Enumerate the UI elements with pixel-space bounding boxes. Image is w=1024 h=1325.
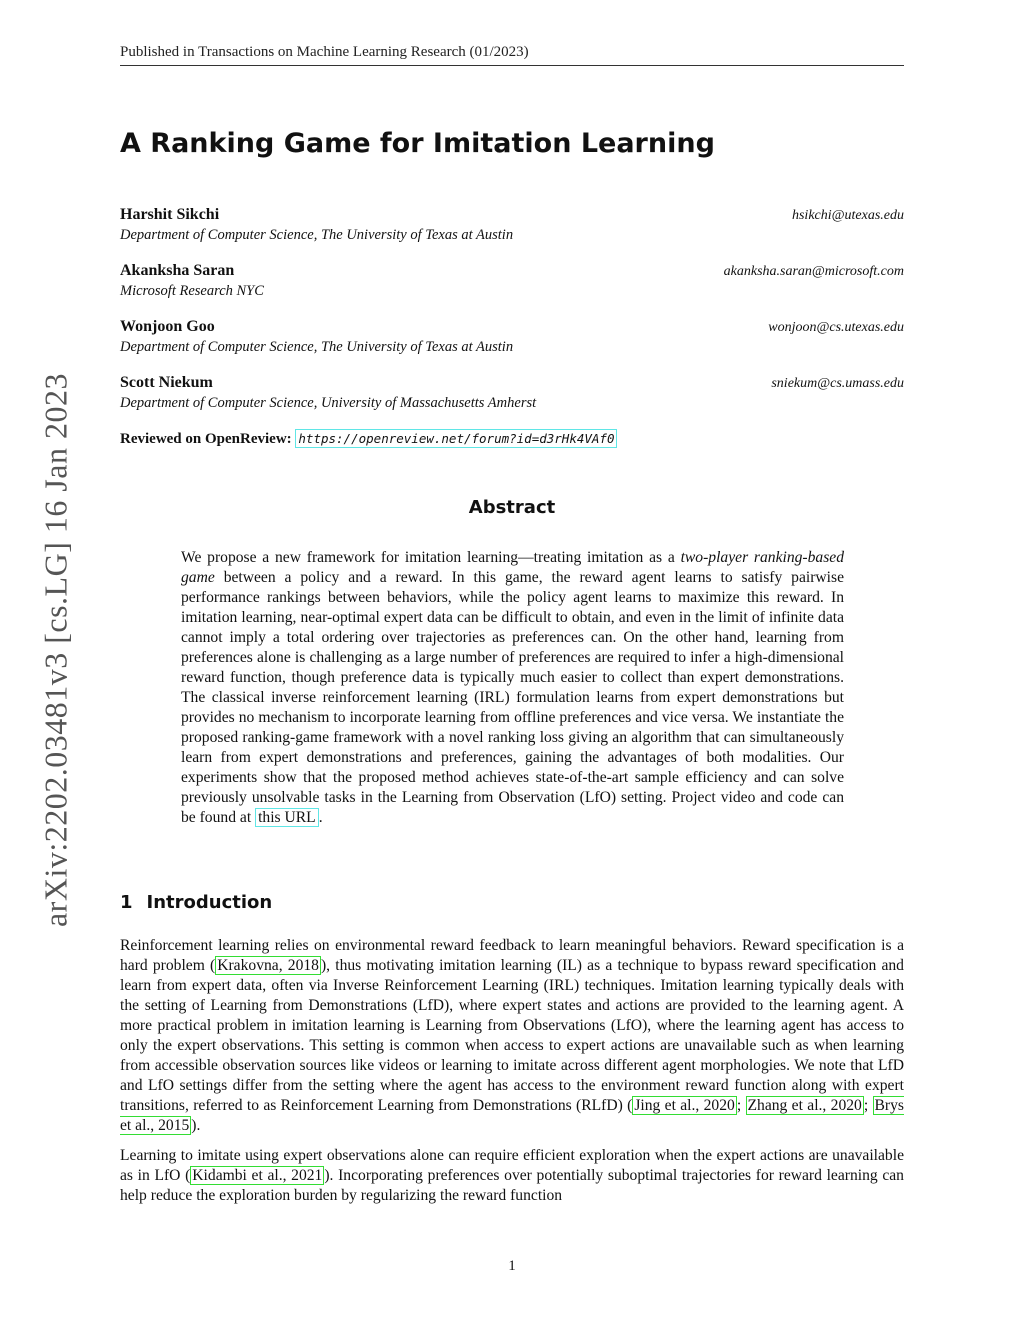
arxiv-stamp: arXiv:2202.03481v3 [cs.LG] 16 Jan 2023 [37,372,74,928]
running-head: Published in Transactions on Machine Learning Research (01/2023) [120,44,904,66]
author-name: Wonjoon Goo [120,318,215,335]
author-affiliation: Microsoft Research NYC [120,283,264,299]
citation-link[interactable]: Kidambi et al., 2021 [192,1167,323,1184]
abstract-emphasis: two-player ranking-based game [181,549,844,586]
author-block [120,318,904,356]
author-name: Scott Niekum [120,374,213,391]
citation-link[interactable]: Krakovna, 2018 [217,957,319,974]
author-email[interactable]: sniekum@cs.umass.edu [771,376,904,391]
citation-link[interactable]: Zhang et al., 2020 [747,1097,862,1114]
paragraph: Learning to imitate using expert observations alone can require efficient exploration when the expert actions are unavailable as in LfO ( Kidambi et al., 2021 ). Incorporating preferences over potentially suboptimal trajectories for reward learning can help reduce the exploration burden by regularizing the reward function [120,1147,904,1204]
abstract-text: We propose a new framework for imitation learning—treating imitation as a two-player ranking-based game between a policy and a reward. In this game, the reward agent learns to satisfy pairwise performance rankings between behaviors, while the policy agent learns to maximize this reward. In imitation learning, near-optimal expert data can be difficult to obtain, and even in the limit of infinite data cannot imply a total ordering over trajectories as preferences can. On the other hand, learning from preferences alone is challenging as a large number of preferences are required to infer a high-dimensional reward function, though preference data is typically much easier to collect than expert demonstrations. The classical inverse reinforcement learning (IRL) formulation learns from expert demonstrations but provides no mechanism to incorporate learning from offline preferences and vice versa. We instantiate the proposed ranking-game framework with a novel ranking loss giving an algorithm that can simultaneously learn from expert demonstrations and preferences, gaining the advantages of both modalities. Our experiments show that the proposed method achieves state-of-the-art sample efficiency and can solve previously unsolvable tasks in the Learning from Observation (LfO) setting. Project video and code can be found at this URL . [181,549,844,826]
author-name: Harshit Sikchi [120,206,220,223]
page-number: 1 [508,1258,516,1274]
author-affiliation: Department of Computer Science, The University of Texas at Austin [120,227,514,243]
abstract-heading: Abstract [468,497,556,518]
citation-link[interactable]: Brys et al., 2015 [120,1097,904,1134]
author-affiliation: Department of Computer Science, University of Massachusetts Amherst [120,395,537,411]
citation-link[interactable]: Jing et al., 2020 [634,1097,735,1114]
author-block [120,206,904,244]
author-email[interactable]: wonjoon@cs.utexas.edu [768,320,904,335]
section-title: Introduction [146,892,273,913]
author-affiliation: Department of Computer Science, The University of Texas at Austin [120,339,514,355]
reviewed-label: Reviewed on OpenReview: [120,431,292,447]
reviewed-line [120,431,617,448]
author-email[interactable]: hsikchi@utexas.edu [791,208,904,223]
section-heading-introduction [120,892,272,913]
author-block [120,262,904,300]
section-number: 1 [120,892,133,913]
author-name: Akanksha Saran [120,262,235,279]
paper-title: A Ranking Game for Imitation Learning [120,128,715,159]
author-block [120,374,904,412]
project-url-link[interactable]: this URL [255,808,319,827]
introduction-text [120,936,904,1216]
author-email[interactable]: akanksha.saran@microsoft.com [723,264,904,279]
openreview-link[interactable]: https://openreview.net/forum?id=d3rHk4VAf0 [295,429,617,448]
paragraph: Reinforcement learning relies on environmental reward feedback to learn meaningful behaviors. Reward specification is a hard problem ( Krakovna, 2018 ), thus motivating imitation learning (IL) as a technique to bypass reward specification and learn from expert data, often via Inverse Reinforcement Learning (IRL) techniques. Imitation learning typically deals with the setting of Learning from Demonstrations (LfD), where expert states and actions are provided to the learning agent. A more practical problem in imitation learning is Learning from Observations (LfO), where the learning agent has access to only the expert observations. This setting is common when access to expert actions are unavailable such as when learning from accessible observation sources like videos or learning to imitate across different agent morphologies. We note that LfD and LfO settings differ from the setting where the agent has access to the environment reward function along with expert transitions, referred to as Reinforcement Learning from Demonstrations (RLfD) ( Jing et al., 2020 ; Zhang et al., 2020 ; Brys et al., 2015 ). [120,937,904,1134]
